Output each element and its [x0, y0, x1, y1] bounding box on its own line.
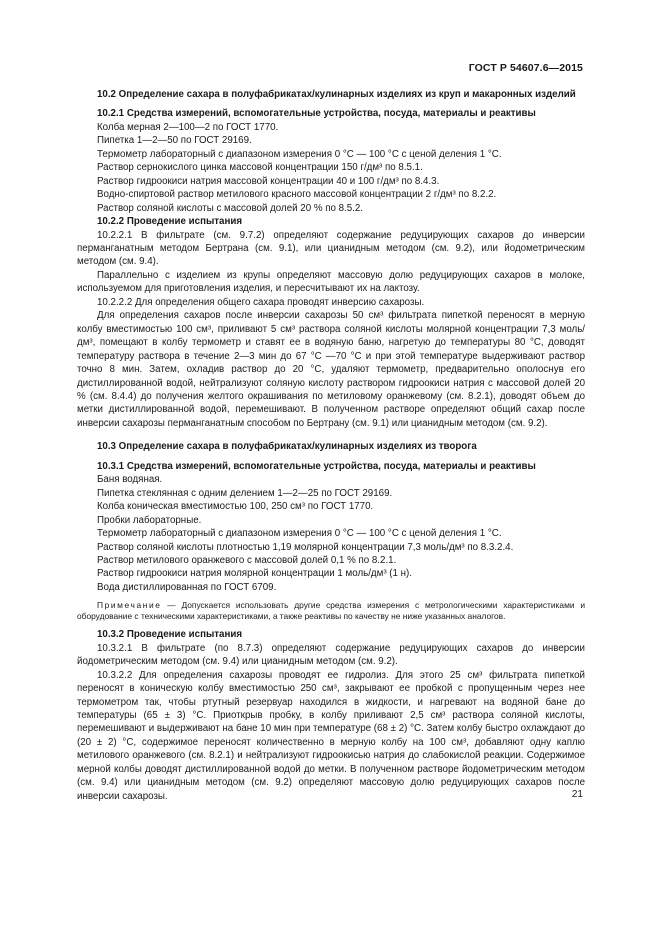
paragraph: 10.2.2.2 Для определения общего сахара проводят инверсию сахарозы.: [97, 296, 425, 308]
page-content: [77, 88, 585, 803]
list-item: Термометр лабораторный с диапазоном измерения 0 °С — 100 °С с ценой деления 1 °С.: [97, 528, 502, 540]
list-item: Раствор метилового оранжевого с массовой долей 0,1 % по 8.2.1.: [97, 554, 397, 566]
list-item: Термометр лабораторный с диапазоном измерения 0 °С — 100 °С с ценой деления 1 °С.: [97, 148, 502, 160]
paragraph: Для определения сахаров после инверсии сахарозы 50 см³ фильтрата пипеткой переносят в мерную колбу вместимостью 100 см³, приливают 5 см³ раствора соляной кислоты молярной концентрации 7,3 моль/дм³, помещают в колбу термометр и ставят ее в водяную баню, нагретую до температуры 80 °С, доводят температуру раствора в течение 2—3 мин до 67 °С —70 °С и при этой температуре выдерживают раствор точно 8 мин. Затем, охладив раствор до 20 °С, удаляют термометр, предварительно ополоснув его дистиллированной водой, нейтрализуют соляную кислоту раствором гидроокиси натрия с массовой долей 20 % (см. 8.4.4) до получения желтого окрашивания по метиловому оранжевому (см. 8.2.1), доводят объем до метки дистиллированной водой, перемешивают. В полученном растворе определяют общий сахар после инверсии сахарозы перманганатным способом по Бертрану (см. 9.1) или цианидным методом (см. 9.2).: [77, 310, 585, 429]
standard-header: ГОСТ Р 54607.6—2015: [468, 62, 583, 74]
section-10-2-1-title: 10.2.1 Средства измерений, вспомогательные устройства, посуда, материалы и реактивы: [97, 108, 536, 120]
list-item: Пипетка стеклянная с одним делением 1—2—25 по ГОСТ 29169.: [97, 487, 393, 499]
note: [77, 600, 585, 622]
section-10-3-1-title: 10.3.1 Средства измерений, вспомогательные устройства, посуда, материалы и реактивы: [97, 460, 536, 472]
paragraph: 10.3.2.2 Для определения сахарозы проводят ее гидролиз. Для этого 25 см³ фильтрата пипеткой переносят в коническую колбу вместимостью 250 см³, закрывают ее пробкой с пропущенным через нее термометром так, чтобы ртутный резервуар находился в жидкости, и нагревают на водяной бане до температуры (65 ± 3) °С. Приоткрыв пробку, в колбу приливают 2,5 см³ раствора соляной кислоты, перемешивают и выдерживают на бане 10 мин при температуре (68 ± 2) °С. Затем колбу быстро охлаждают до (20 ± 2) °С, содержимое переносят количественно в мерную колбу на 100 см³, добавляют одну каплю метилового оранжевого (см. 8.2.1) и нейтрализуют гидроокисью натрия до слабокислой реакции. Содержимое мерной колбы доводят дистиллированной водой до метки. В полученном растворе йодометрическим методом (см. 9.4) или цианидным методом (см. 9.2) определяют массовую долю редуцирующих сахаров после инверсии сахарозы.: [77, 669, 585, 802]
section-10-2-2-title: 10.2.2 Проведение испытания: [97, 216, 243, 228]
paragraph: 10.2.2.1 В фильтрате (см. 9.7.2) определяют содержание редуцирующих сахаров до инверсии перманганатным методом Бертрана (см. 9.1), или цианидным методом (см. 9.2), или йодометрическим методом (см. 9.4).: [77, 229, 585, 268]
page-number: 21: [571, 789, 583, 800]
list-item: Раствор гидроокиси натрия молярной концентрации 1 моль/дм³ (1 н).: [97, 568, 412, 580]
section-10-3-title: 10.3 Определение сахара в полуфабрикатах/кулинарных изделиях из творога: [97, 441, 477, 453]
list-item: Водно-спиртовой раствор метилового красного массовой концентрации 2 г/дм³ по 8.2.2.: [97, 189, 497, 201]
paragraph: 10.3.2.1 В фильтрате (по 8.7.3) определяют содержание редуцирующих сахаров до инверсии йодометрическим методом (см. 9.4) или цианидным методом (см. 9.2).: [77, 642, 585, 668]
list-item: Колба мерная 2—100—2 по ГОСТ 1770.: [97, 121, 279, 133]
note-text: — Допускается использовать другие средства измерения с метрологическими характеристиками и оборудование с техническими характеристиками, а также реактивы по качеству не ниже указанных аналогов.: [77, 600, 585, 622]
note-label: Примечание: [97, 600, 162, 611]
section-10-3-2-title: 10.3.2 Проведение испытания: [97, 629, 243, 641]
paragraph: Параллельно с изделием из крупы определяют массовую долю редуцирующих сахаров в молоке, используемом для приготовления изделия, и пересчитывают их на лактозу.: [77, 269, 585, 295]
list-item: Раствор соляной кислоты плотностью 1,19 молярной концентрации 7,3 моль/дм³ по 8.3.2.4.: [97, 541, 514, 553]
list-item: Раствор соляной кислоты с массовой долей 20 % по 8.5.2.: [97, 202, 364, 214]
list-item: Колба коническая вместимостью 100, 250 см³ по ГОСТ 1770.: [97, 501, 374, 513]
list-item: Пробки лабораторные.: [97, 514, 202, 526]
list-item: Раствор сернокислого цинка массовой концентрации 150 г/дм³ по 8.5.1.: [97, 162, 423, 174]
section-10-2-title: 10.2 Определение сахара в полуфабрикатах/кулинарных изделиях из круп и макаронных изделий: [97, 89, 576, 100]
list-item: Баня водяная.: [97, 474, 163, 486]
list-item: Раствор гидроокиси натрия массовой концентрации 40 и 100 г/дм³ по 8.4.3.: [97, 175, 440, 187]
list-item: Пипетка 1—2—50 по ГОСТ 29169.: [97, 135, 252, 147]
list-item: Вода дистиллированная по ГОСТ 6709.: [97, 581, 277, 593]
